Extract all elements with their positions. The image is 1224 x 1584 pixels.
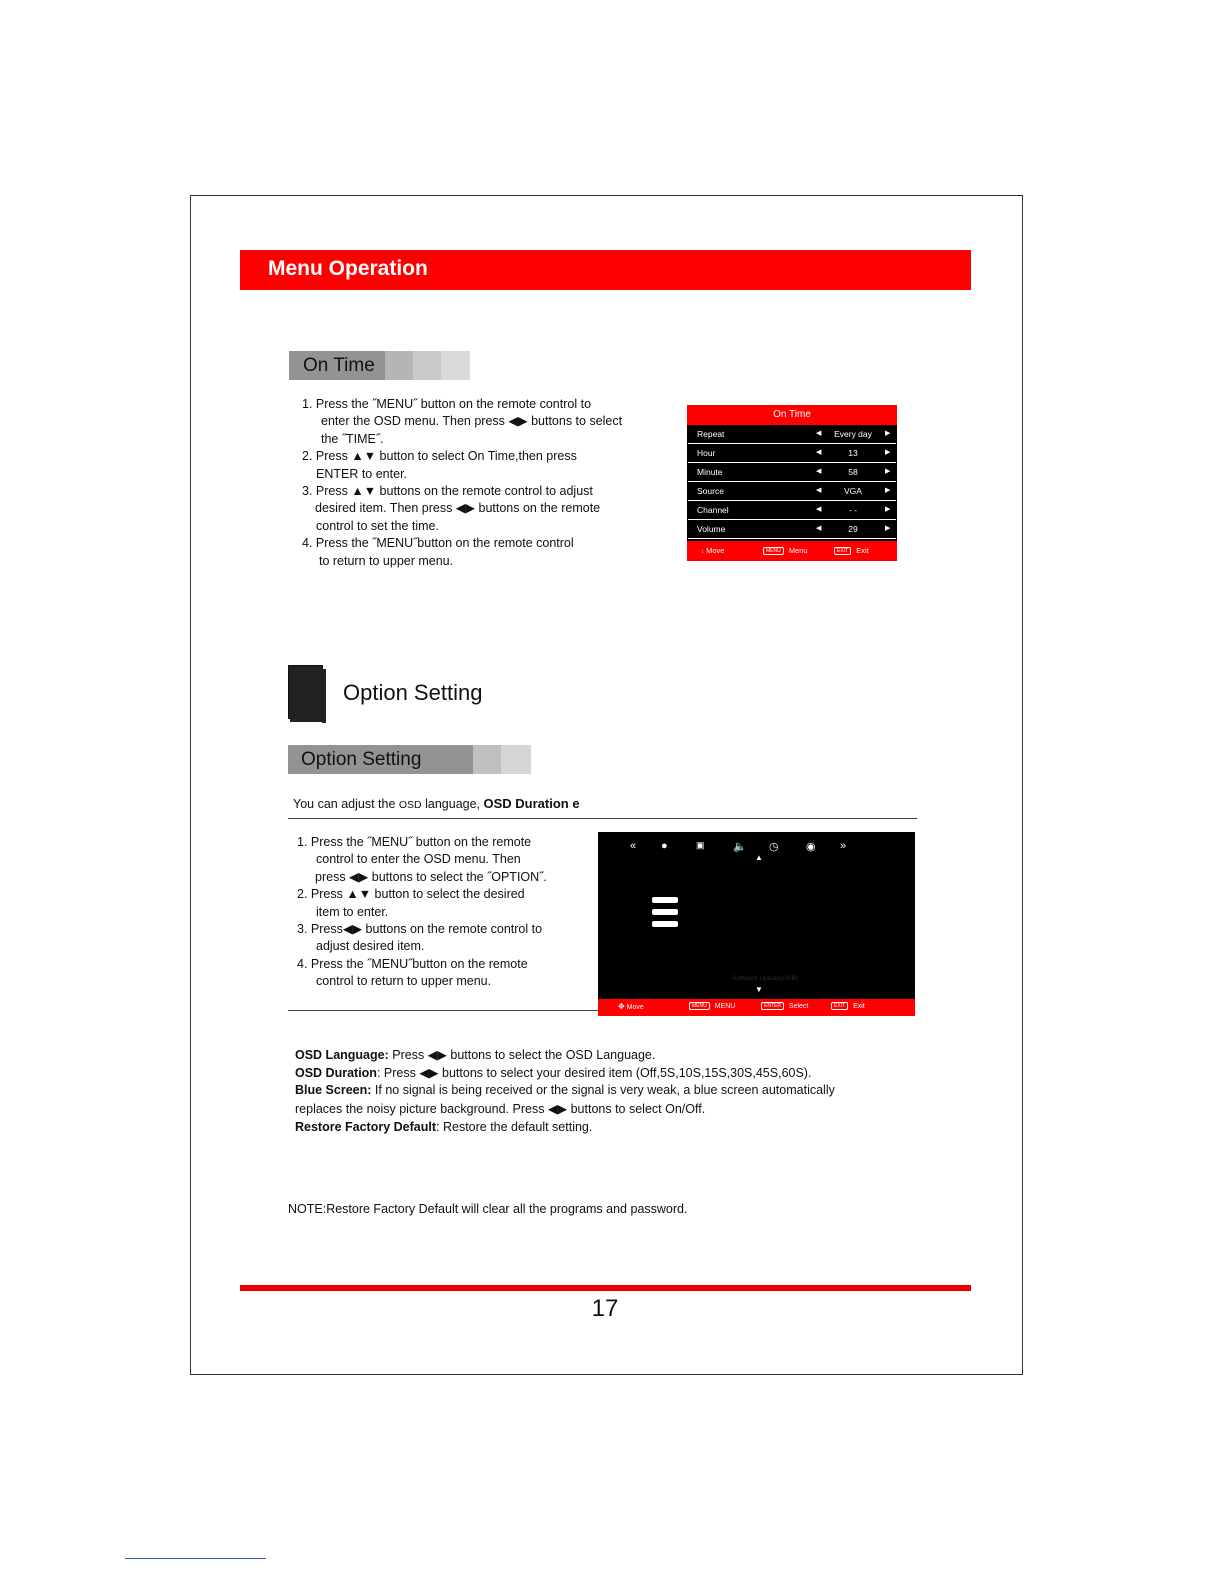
step-line: item to enter. [316, 904, 389, 919]
desc-label: Restore Factory Default [295, 1120, 437, 1134]
sound-icon: 🔈 [733, 841, 747, 853]
step-line: 3. Press ▲▼ buttons on the remote control to adjust [302, 484, 593, 499]
step-line: adjust desired item. [316, 939, 425, 954]
desc-osd-language [295, 1047, 655, 1062]
osd-row-hour [688, 445, 896, 463]
desc-text: Press ◀▶ buttons to select the OSD Language. [388, 1048, 656, 1062]
intro-text: You can adjust the [293, 797, 399, 811]
clock-icon: ◷ [769, 841, 779, 853]
desc-text: : Press ◀▶ buttons to select your desired item (Off,5S,10S,15S,30S,45S,60S). [376, 1066, 812, 1080]
on-time-tab-label: On Time [303, 355, 375, 376]
footer-move-label: Move [626, 1004, 644, 1011]
footer-menu-label: Menu [788, 546, 808, 555]
step-line: enter the OSD menu. Then press ◀▶ buttons to select [321, 414, 623, 429]
on-time-steps [302, 396, 622, 570]
double-left-chevron-icon: « [630, 840, 637, 852]
desc-restore-default [295, 1120, 592, 1134]
divider [288, 818, 917, 819]
divider [288, 1010, 598, 1011]
step-line: 1. Press the ˝MENU˝ button on the remote [297, 835, 532, 849]
step-line: to return to upper menu. [319, 553, 454, 568]
left-arrow-icon: ◀ [816, 525, 822, 532]
desc-text: If no signal is being received or the signal is very weak, a blue screen automatically [371, 1083, 835, 1097]
osd-row-volume [688, 521, 896, 539]
osd-row-minute [688, 464, 896, 482]
screen-icon: ▣ [696, 840, 705, 850]
option-tab [288, 745, 531, 774]
step-line: 4. Press the ˝MENU˝button on the remote [297, 956, 528, 971]
osd-footer [598, 999, 915, 1016]
left-arrow-icon: ◀ [816, 487, 822, 494]
right-arrow-icon: ▶ [885, 430, 891, 437]
footer-exit-label: Exit [856, 546, 869, 555]
footer-menu-label: MENU [714, 1002, 736, 1010]
on-time-tab [289, 351, 470, 380]
desc-osd-duration [295, 1065, 811, 1080]
desc-label: Blue Screen: [295, 1083, 372, 1097]
section-title: Menu Operation [268, 257, 428, 280]
page-number: 17 [591, 1295, 619, 1322]
menu-item-bar-icon [652, 921, 678, 927]
desc-label: OSD Duration [295, 1066, 377, 1080]
step-line: control to return to upper menu. [316, 974, 492, 989]
osd-title: On Time [687, 405, 897, 425]
footer-select-label: Select [788, 1002, 809, 1010]
step-line: desired item. Then press ◀▶ buttons on the remote [315, 501, 601, 516]
desc-blue-screen-cont: replaces the noisy picture background. Press ◀▶ buttons to select On/Off. [295, 1102, 706, 1116]
note-text: NOTE:Restore Factory Default will clear all the programs and password. [288, 1202, 688, 1216]
menu-item-bar-icon [652, 897, 678, 903]
intro-mid: language, [421, 797, 484, 811]
step-line: 2. Press ▲▼ button to select the desired [297, 887, 525, 902]
osd-row-value: Every day [834, 429, 872, 439]
menu-key-icon: MENU [763, 547, 784, 555]
four-way-arrows-icon: ✥ [618, 1002, 625, 1011]
osd-row-name: Repeat [697, 429, 725, 439]
osd-row-channel [688, 502, 896, 520]
osd-row-value: 58 [848, 467, 858, 477]
option-intro [293, 796, 580, 811]
step-line: press ◀▶ buttons to select the ˝OPTION˝. [315, 869, 547, 884]
footer-move-label: Move [706, 546, 725, 555]
step-line: the ˝TIME˝. [321, 431, 384, 446]
osd-row-value: VGA [844, 486, 862, 496]
step-line: 4. Press the ˝MENU˝button on the remote control [302, 536, 574, 551]
bottom-link-underline [125, 1558, 266, 1559]
osd-row-value: 13 [848, 448, 858, 458]
option-gear-icon: ◉ [806, 841, 816, 853]
step-line: 2. Press ▲▼ button to select On Time,then press [302, 449, 577, 464]
option-osd-screenshot [598, 832, 915, 1016]
right-arrow-icon: ▶ [885, 506, 891, 513]
up-chevron-icon: ▲ [755, 853, 763, 862]
left-arrow-icon: ◀ [816, 430, 822, 437]
desc-blue-screen [295, 1083, 835, 1097]
picture-icon: ● [661, 840, 668, 852]
osd-row-value: 29 [848, 524, 858, 534]
enter-key-icon: ENTER [761, 1002, 784, 1010]
osd-row-source [688, 483, 896, 501]
exit-key-icon: EXIT [834, 547, 851, 555]
desc-label: OSD Language: [295, 1048, 389, 1062]
book-icon [288, 665, 327, 723]
step-line: 1. Press the ˝MENU˝ button on the remote control to [302, 397, 592, 411]
desc-text: : Restore the default setting. [436, 1120, 593, 1134]
section-header-bar [240, 250, 971, 290]
right-arrow-icon: ▶ [885, 468, 891, 475]
menu-key-icon: MENU [689, 1002, 710, 1010]
right-arrow-icon: ▶ [885, 525, 891, 532]
intro-bold: OSD Duration e [483, 796, 580, 811]
osd-row-repeat [688, 426, 896, 444]
software-update-label: Software Update(USB) [732, 975, 799, 982]
osd-row-name: Hour [697, 448, 716, 458]
exit-key-icon: EXIT [831, 1002, 848, 1010]
left-arrow-icon: ◀ [816, 449, 822, 456]
step-line: 3. Press◀▶ buttons on the remote control to [297, 922, 543, 937]
osd-row-name: Volume [697, 524, 726, 534]
footer-rule [240, 1285, 971, 1291]
option-heading: Option Setting [343, 680, 483, 705]
osd-row-name: Channel [697, 505, 729, 515]
option-steps [297, 834, 547, 991]
right-arrow-icon: ▶ [885, 449, 891, 456]
down-chevron-icon: ▼ [755, 985, 763, 994]
osd-row-value: - - [848, 505, 858, 515]
intro-osd: OSD [398, 799, 422, 811]
step-line: control to set the time. [316, 518, 439, 533]
footer-exit-label: Exit [853, 1002, 865, 1010]
step-line: control to enter the OSD menu. Then [316, 852, 521, 867]
step-line: ENTER to enter. [316, 466, 408, 481]
up-down-arrows-icon: ↕ [701, 549, 704, 555]
on-time-osd-screenshot [687, 405, 897, 561]
osd-row-name: Minute [697, 467, 723, 477]
left-arrow-icon: ◀ [816, 468, 822, 475]
left-arrow-icon: ◀ [816, 506, 822, 513]
osd-row-name: Source [697, 486, 724, 496]
osd-footer [687, 541, 897, 561]
double-right-chevron-icon: » [840, 840, 847, 852]
menu-item-bar-icon [652, 909, 678, 915]
option-tab-label: Option Setting [301, 749, 422, 770]
right-arrow-icon: ▶ [885, 487, 891, 494]
